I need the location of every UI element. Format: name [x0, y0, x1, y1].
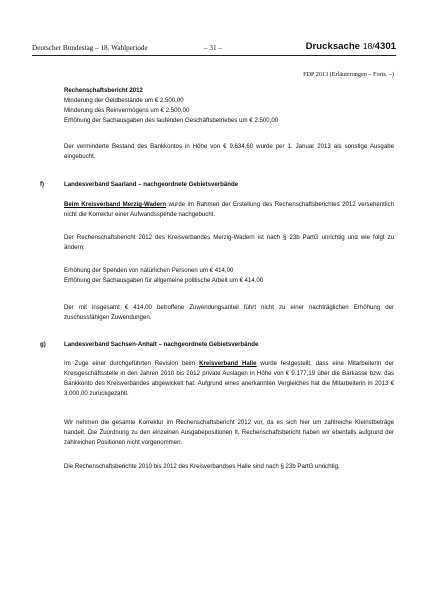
section-f-p1-text: wurde im Rahmen der Erstellung des Rechenschaftsberichtes 2012 versehentlich nicht die Korrektur einer Aufwandsspende nachgebucht.	[64, 201, 394, 218]
section-g-p1-pre: Im Zuge einer durchgeführten Revision beim	[64, 360, 200, 367]
section-g-p1-text: wurde festgestellt, dass eine Mitarbeiterin der Kreisgeschäftsstelle in den Jahren 2010 bis 2012 private Auslagen in Höhe von € 9.177,19 über die Barkasse bzw. das Bankkonto des Kreisverbandes abgewickelt hat. Aufgrund eines anerkannten Vergleiches hat die Mitarbeiterin in 2013 € 3.000,00 zurückgezahlt.	[64, 360, 394, 397]
section-f-paragraph-3: Der mit insgesamt € 414,00 betroffene Zuwendungsanteil führt nicht zu einer nachträglichen Erhöhung der zuschussfähigen Zuwendungen.	[64, 304, 394, 321]
section-g-label: g)	[40, 341, 46, 348]
intro-line: Minderung der Geldbestände um € 2.500,00	[64, 97, 184, 104]
header-rule	[32, 55, 396, 56]
intro-line: Minderung des Reinvermögens um € 2.500,00	[64, 107, 190, 114]
doc-prefix: Drucksache	[305, 41, 361, 52]
section-g-paragraph-2: Wir nehmen die gesamte Korrektur im Rechenschaftsbericht 2012 vor, da es sich hier um zahlreiche Kleinstbeträge handelt. Die Zuordnung zu den einzelnen Ausgabepositionen lt. Rechenschaftsbericht haben wir ebenfalls aufgrund der zahlreichen Positionen nicht vorgenommen.	[64, 419, 394, 446]
list-item: Erhöhung der Spenden von natürlichen Personen um € 414,00	[64, 267, 234, 274]
intro-paragraph: Der verminderte Bestand des Bankkontos in Höhe von € 9.634,60 wurde per 1. Januar 2013 als sonstige Ausgabe eingebucht.	[64, 143, 394, 160]
intro-title: Rechenschaftsbericht 2012	[64, 87, 143, 94]
kreisverband-halle: Kreisverband Halle	[199, 360, 257, 367]
kreisverband-merzig-wadern: Beim Kreisverband Merzig-Wadern	[64, 201, 167, 208]
intro-block	[64, 86, 394, 126]
section-f-paragraph-1	[64, 200, 394, 220]
document-number	[306, 41, 396, 52]
section-g-paragraph-3: Die Rechenschaftsberichte 2010 bis 2012 des Kreisverbandses Halle sind nach § 23b PartG unrichtig,	[64, 463, 340, 470]
running-header-left: Deutscher Bundestag – 18. Wahlperiode	[32, 44, 148, 52]
continuation-note: FDP 2013 (Erläuterungen – Forts. –)	[303, 71, 394, 78]
section-f-heading: Landesverband Saarland – nachgeordnete Gebietsverbände	[64, 181, 239, 188]
section-g-heading: Landesverband Sachsen-Anhalt – nachgeordnete Gebietsverbände	[64, 341, 259, 348]
doc-number-value: 4301	[374, 41, 396, 52]
section-f-label: f)	[40, 181, 45, 188]
section-f-paragraph-2: Der Rechenschaftsbericht 2012 des Kreisverbandes Merzig-Wadern ist nach § 23b PartG unrichtig und wie folgt zu ändern:	[64, 234, 394, 251]
section-f-items	[64, 266, 394, 286]
list-item: Erhöhung der Sachausgaben für allgemeine politische Arbeit um € 414,00	[64, 277, 264, 284]
section-g-paragraph-1	[64, 359, 394, 399]
page-number: – 31 –	[204, 44, 222, 52]
intro-line: Erhöhung der Sachausgaben des laufenden Geschäftsbetriebes um € 2.500,00	[64, 117, 279, 124]
doc-small: 18/	[362, 41, 375, 51]
